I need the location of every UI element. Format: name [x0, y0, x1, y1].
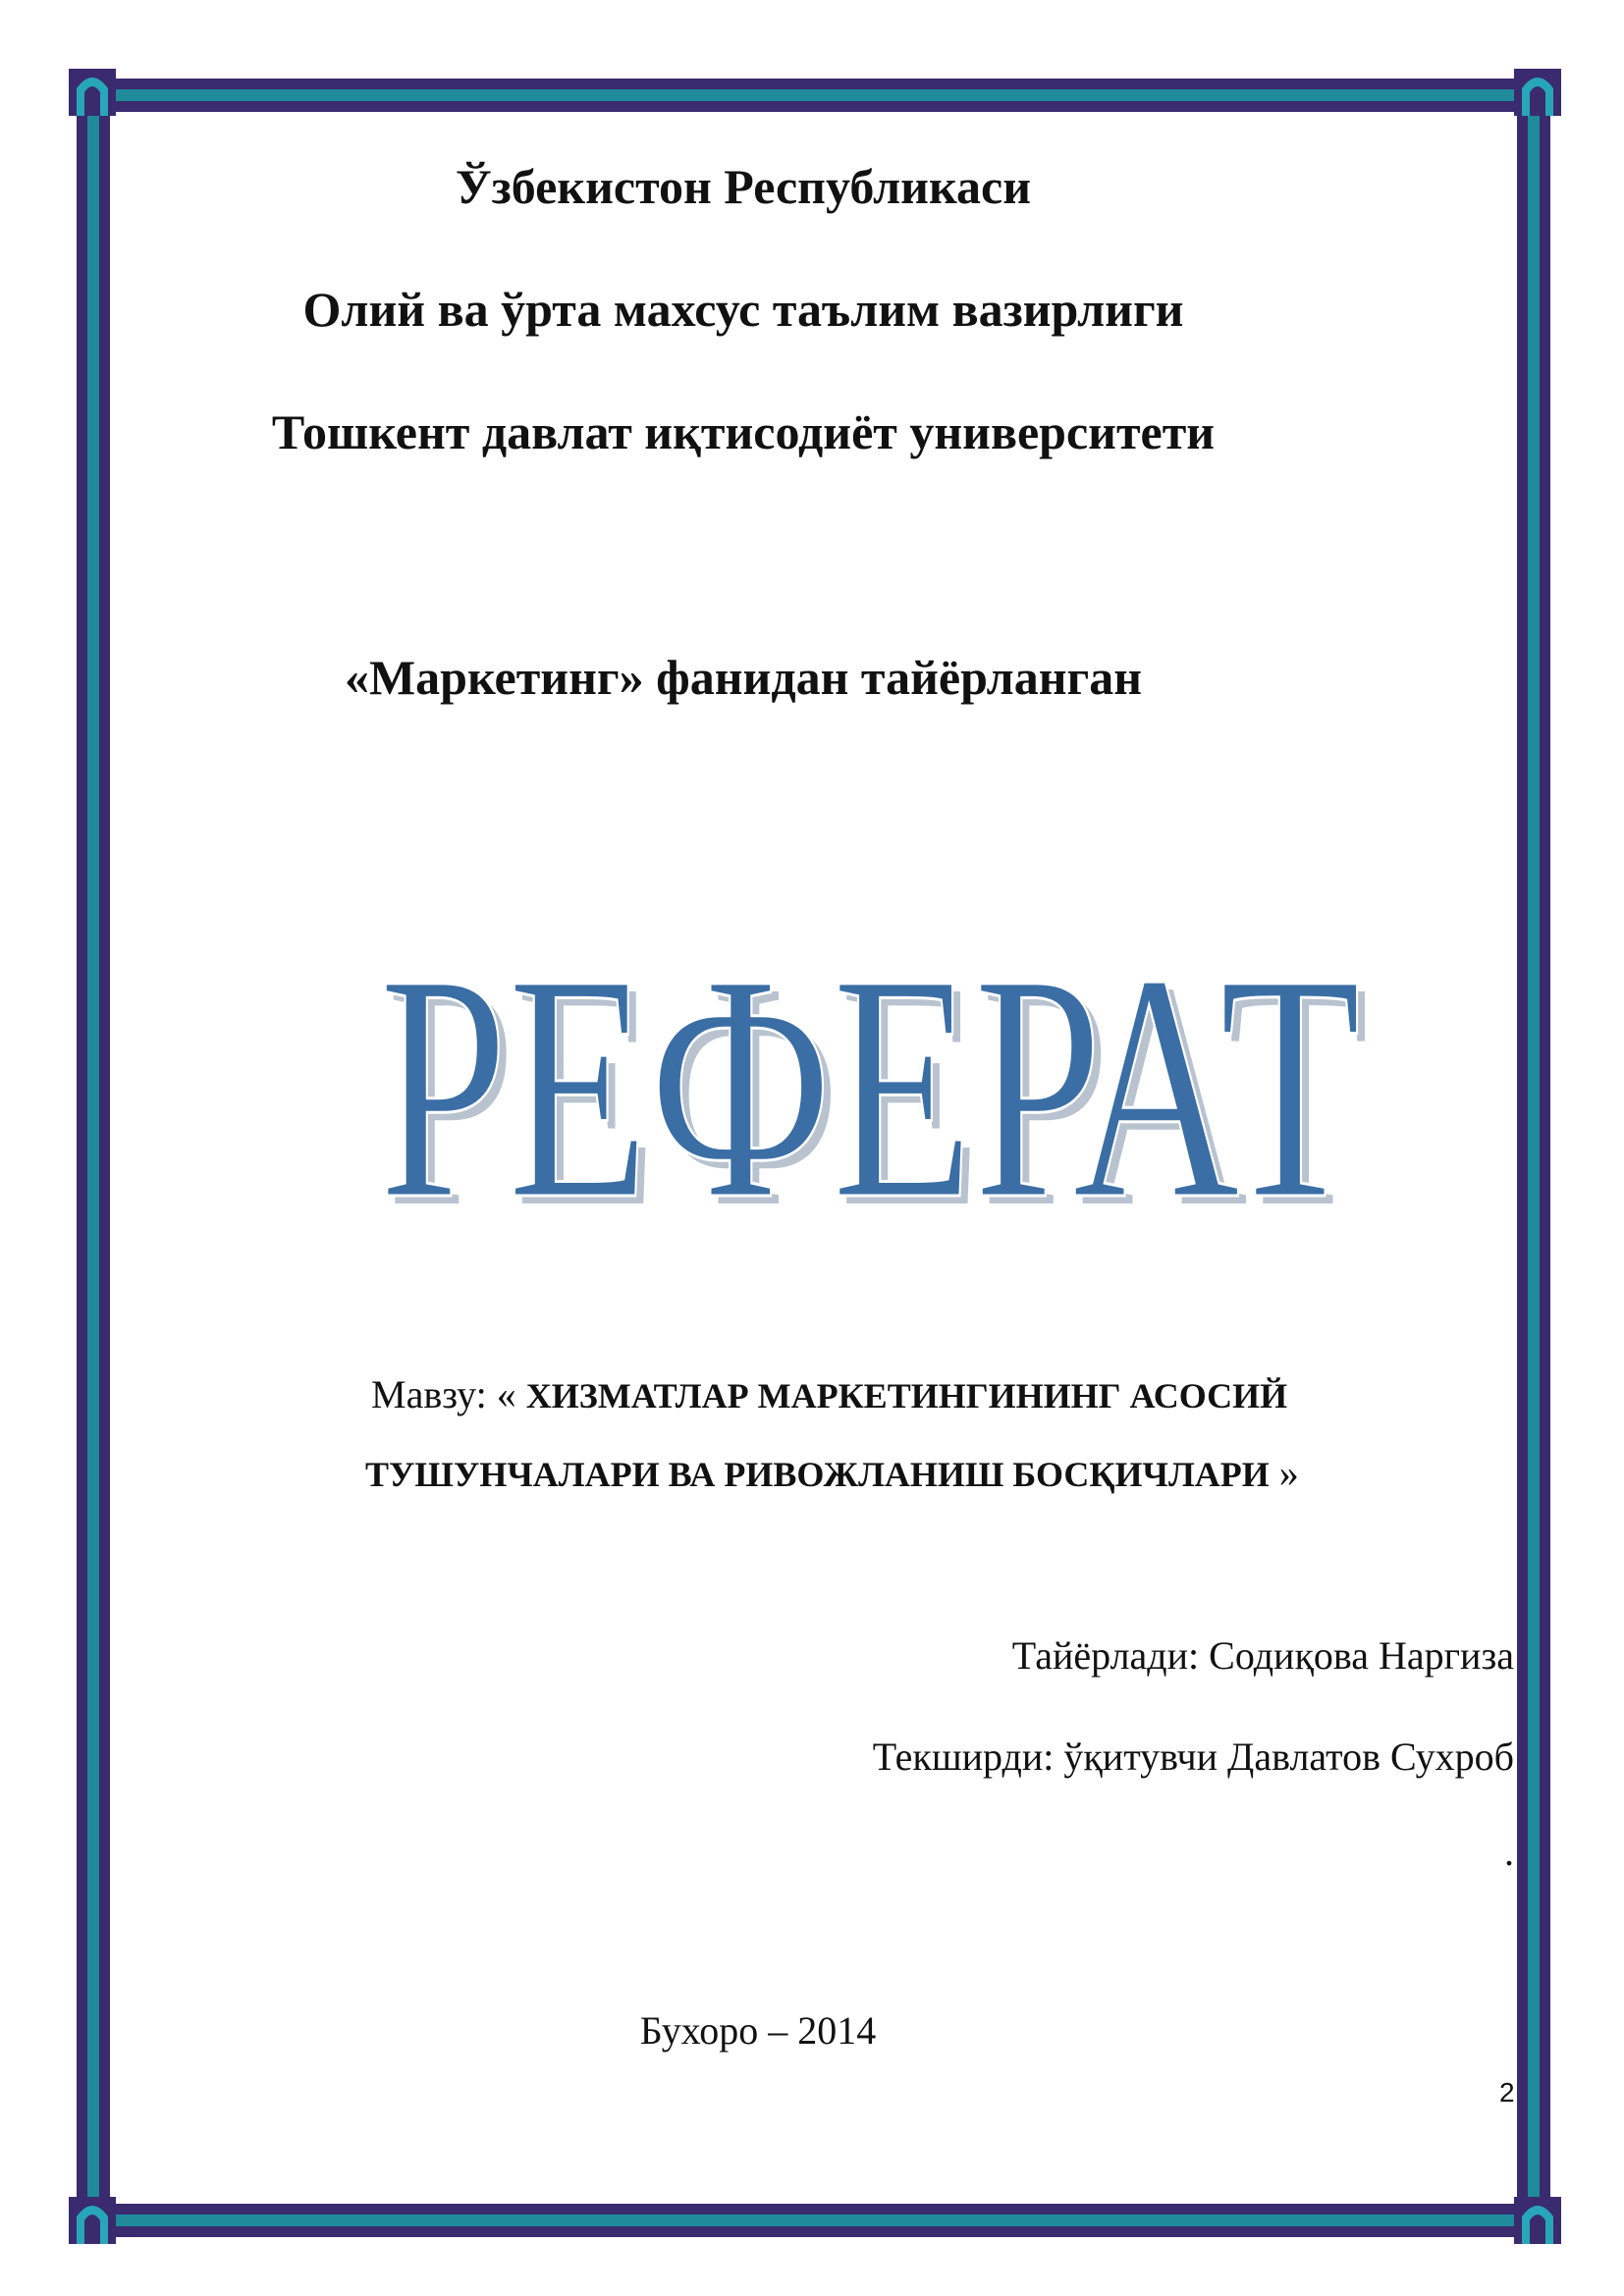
frame-top-border	[69, 79, 1555, 112]
university-heading: Тошкент давлат иқтисодиёт университети	[271, 404, 1216, 459]
topic-title-part-2: ТУШУНЧАЛАРИ ВА РИВОЖЛАНИШ БОСҚИЧЛАРИ	[365, 1455, 1270, 1494]
city-year: Бухоро – 2014	[639, 2008, 877, 2053]
topic-close-quote: »	[1278, 1451, 1299, 1495]
title-shadow: РЕФЕРАТ	[387, 916, 1369, 1217]
republic-heading: Ўзбекистон Республикаси	[455, 159, 1032, 214]
topic-line-2	[365, 1449, 1299, 1499]
topic-title-part-1: ХИЗМАТЛАР МАРКЕТИНГИНИНГ АСОСИЙ	[525, 1376, 1288, 1415]
frame-corner-ornament-icon	[67, 67, 118, 118]
prepared-by: Тайёрлади: Содиқова Наргиза	[1011, 1633, 1514, 1678]
topic-label: Мавзу: «	[371, 1372, 516, 1416]
frame-corner-ornament-icon	[1512, 67, 1563, 118]
frame-bottom-border	[69, 2204, 1555, 2237]
title-text: РЕФЕРАТ	[379, 908, 1361, 1217]
frame-corner-ornament-icon	[67, 2195, 118, 2246]
frame-corner-ornament-icon	[1512, 2195, 1563, 2246]
topic-line-1	[371, 1370, 1287, 1420]
stray-dot: .	[1504, 1830, 1514, 1874]
subject-line: «Маркетинг» фанидан тайёрланган	[344, 650, 1143, 705]
page-number: 2	[1499, 2077, 1515, 2108]
checked-by: Текширди: ўқитувчи Давлатов Сухроб	[872, 1735, 1514, 1779]
ministry-heading: Олий ва ўрта махсус таълим вазирлиги	[302, 282, 1184, 337]
document-title	[373, 903, 1375, 1217]
